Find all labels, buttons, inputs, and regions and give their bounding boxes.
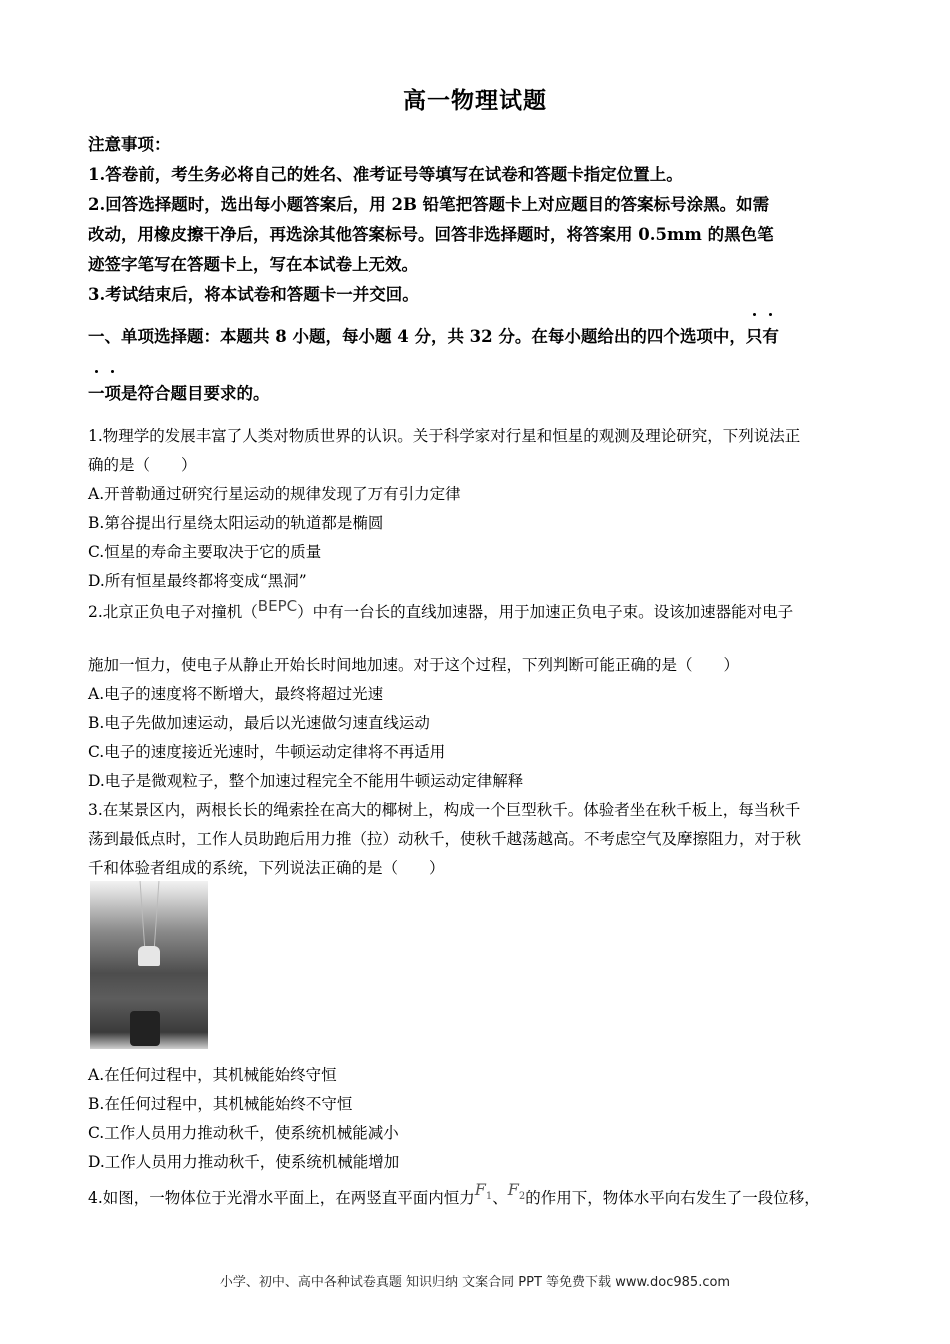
q1-option-d: D.所有恒星最终都将变成“黑洞” bbox=[88, 572, 307, 590]
q2-stem-text: 2.北京正负电子对撞机（ bbox=[88, 603, 258, 621]
q4-f1-subscript: 1 bbox=[485, 1191, 493, 1203]
page-footer: 小学、初中、高中各种试卷真题 知识归纳 文案合同 PPT 等免费下载 www.doc985.com bbox=[219, 1275, 731, 1290]
q2-math-bepc: BEPC bbox=[257, 597, 298, 615]
page-title: 高一物理试题 bbox=[403, 87, 547, 114]
q4-f2-subscript: 2 bbox=[518, 1191, 526, 1203]
q1-option-b: B.第谷提出行星绕太阳运动的轨道都是椭圆 bbox=[88, 514, 384, 532]
swing-rope bbox=[154, 881, 160, 951]
q1-option-a: A.开普勒通过研究行星运动的规律发现了万有引力定律 bbox=[88, 485, 461, 503]
q1-stem-line-2: 确的是（ ） bbox=[88, 456, 197, 474]
emphasis-char: 只 bbox=[746, 323, 763, 347]
q2-option-c: C.电子的速度接近光速时，牛顿运动定律将不再适用 bbox=[88, 743, 446, 761]
notice-item-1: 1.答卷前，考生务必将自己的姓名、准考证号等填写在试卷和答题卡指定位置上。 bbox=[88, 165, 683, 184]
q4-stem-text: 4.如图，一物体位于光滑水平面上，在两竖直平面内恒力 bbox=[88, 1189, 475, 1207]
q3-option-b: B.在任何过程中，其机械能始终不守恒 bbox=[88, 1095, 353, 1113]
section-heading-text: 是符合题目要求的。 bbox=[121, 384, 270, 403]
q3-stem-line-1: 3.在某景区内，两根长长的绳索拴在高大的椰树上，构成一个巨型秋千。体验者坐在秋千板上，每当秋千 bbox=[88, 801, 801, 819]
q4-math-f2 bbox=[507, 1180, 526, 1203]
emphasis-char: 项 bbox=[105, 380, 122, 404]
q3-option-d: D.工作人员用力推动秋千，使系统机械能增加 bbox=[88, 1153, 400, 1171]
swing-base bbox=[130, 1011, 160, 1046]
q2-option-d: D.电子是微观粒子，整个加速过程完全不能用牛顿运动定律解释 bbox=[88, 772, 524, 790]
q2-stem-line-2: 施加一恒力，使电子从静止开始长时间地加速。对于这个过程，下列判断可能正确的是（ ） bbox=[88, 656, 740, 674]
q1-stem-line-1: 1.物理学的发展丰富了人类对物质世界的认识。关于科学家对行星和恒星的观测及理论研究，下列说法正 bbox=[88, 427, 801, 445]
swing-photo bbox=[90, 881, 208, 1049]
q2-option-b: B.电子先做加速运动，最后以光速做匀速直线运动 bbox=[88, 714, 430, 732]
q2-stem-line-1 bbox=[88, 597, 794, 622]
q1-option-c: C.恒星的寿命主要取决于它的质量 bbox=[88, 543, 322, 561]
notice-item-3: 3.考试结束后，将本试卷和答题卡一并交回。 bbox=[88, 285, 419, 304]
notice-heading: 注意事项： bbox=[88, 135, 171, 154]
notice-item-2-line-3: 迹签字笔写在答题卡上，写在本试卷上无效。 bbox=[88, 255, 418, 274]
swing-rope bbox=[140, 881, 146, 951]
emphasis-char: 有 bbox=[762, 323, 779, 347]
section-heading-line-1 bbox=[88, 323, 779, 347]
q2-option-a: A.电子的速度将不断增大，最终将超过光速 bbox=[88, 685, 384, 703]
q4-math-f1 bbox=[474, 1180, 493, 1203]
section-heading-line-2 bbox=[88, 380, 270, 404]
q2-stem-text: ）中有一台长的直线加速器，用于加速正负电子束。设该加速器能对电子 bbox=[297, 603, 794, 621]
q4-f1-symbol: F bbox=[474, 1180, 486, 1199]
notice-item-2-line-1: 2.回答选择题时，选出每小题答案后，用 2B 铅笔把答题卡上对应题目的答案标号涂黑。如需 bbox=[88, 195, 770, 214]
swing-rider bbox=[138, 946, 160, 966]
q3-option-c: C.工作人员用力推动秋千，使系统机械能减小 bbox=[88, 1124, 399, 1142]
q3-option-a: A.在任何过程中，其机械能始终守恒 bbox=[88, 1066, 337, 1084]
q4-separator: 、 bbox=[492, 1189, 508, 1207]
q4-stem-line-1 bbox=[88, 1180, 820, 1210]
q4-f2-symbol: F bbox=[507, 1180, 519, 1199]
emphasis-char: 一 bbox=[88, 380, 105, 404]
q4-stem-text: 的作用下，物体水平向右发生了一段位移， bbox=[525, 1189, 820, 1207]
section-heading-text: 一、单项选择题：本题共 8 小题，每小题 4 分，共 32 分。在每小题给出的四个选项中， bbox=[88, 327, 746, 346]
q3-stem-line-3: 千和体验者组成的系统，下列说法正确的是（ ） bbox=[88, 859, 445, 877]
q3-stem-line-2: 荡到最低点时，工作人员助跑后用力推（拉）动秋千，使秋千越荡越高。不考虑空气及摩擦阻力，对于秋 bbox=[88, 830, 802, 848]
notice-item-2-line-2: 改动，用橡皮擦干净后，再选涂其他答案标号。回答非选择题时，将答案用 0.5mm 的黑色笔 bbox=[88, 225, 774, 244]
